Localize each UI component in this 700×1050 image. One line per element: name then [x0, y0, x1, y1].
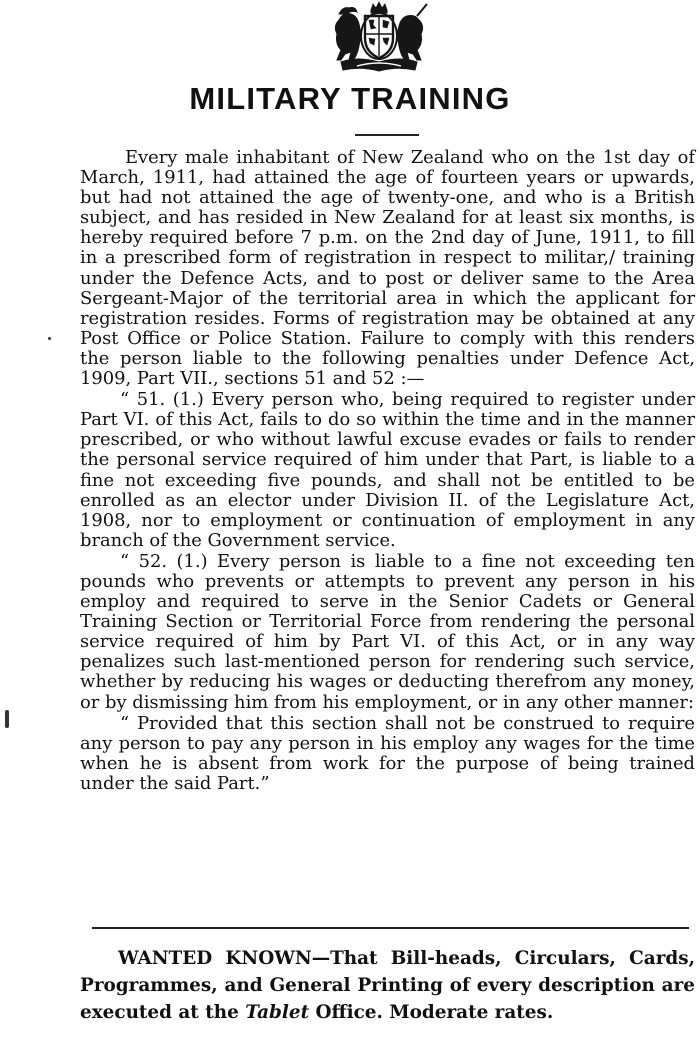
title-divider	[355, 134, 419, 136]
printing-advertisement	[80, 945, 695, 1026]
notice-body	[80, 148, 695, 794]
print-speck	[48, 337, 51, 340]
section-51-paragraph: “ 51. (1.) Every person who, being required to register under Part VI. of this Act, fails to do so within the time and in the manner prescribed, or who without lawful excuse evades or fails to render the personal service required of him under that Part, is liable to a fine not exceeding five pounds, and shall not be entitled to be enrolled as an elector under Division II. of the Legislature Act, 1908, nor to employment or continuation of employment in any branch of the Government service.	[80, 389, 695, 551]
tablet-publication-name: Tablet	[245, 1002, 310, 1023]
notice-intro-paragraph: Every male inhabitant of New Zealand who on the 1st day of March, 1911, had attained the age of fourteen years or upwards, but had not attained the age of twenty-one, and who is a British subject, and has resided in New Zealand for at least six months, is hereby required before 7 p.m. on the 2nd day of June, 1911, to fill in a prescribed form of registration in respect to militar,/ training under the Defence Acts, and to post or deliver same to the Area Sergeant-Major of the territorial area in which the applicant for registration resides. Forms of registration may be obtained at any Post Office or Police Station. Failure to comply with this renders the person liable to the following penalties under Defence Act, 1909, Part VII., sections 51 and 52 :—	[80, 147, 695, 390]
advert-text-before: WANTED KNOWN—That Bill-heads, Circulars, Cards, Programmes, and General Printing of every description are executed at the	[80, 948, 695, 1023]
proviso-paragraph: “ Provided that this section shall not be construed to require any person to pay any person in his employ any wages for the time when he is absent from work for the purpose of being trained under the said Part.”	[80, 712, 695, 794]
print-speck	[5, 710, 9, 728]
advert-divider	[92, 927, 689, 929]
advert-text-after: Office. Moderate rates.	[309, 1002, 554, 1023]
royal-coat-of-arms-icon	[327, 0, 431, 74]
article-title: MILITARY TRAINING	[189, 81, 511, 116]
section-52-paragraph: “ 52. (1.) Every person is liable to a fine not exceeding ten pounds who prevents or attempts to prevent any person in his employ and required to serve in the Senior Cadets or General Training Section or Territorial Force from rendering the personal service required of him by Part VI. of this Act, or in any way penalizes such last-mentioned person for rendering such service, whether by reducing his wages or deducting therefrom any money, or by dismissing him from his employment, or in any other manner:	[80, 550, 695, 713]
